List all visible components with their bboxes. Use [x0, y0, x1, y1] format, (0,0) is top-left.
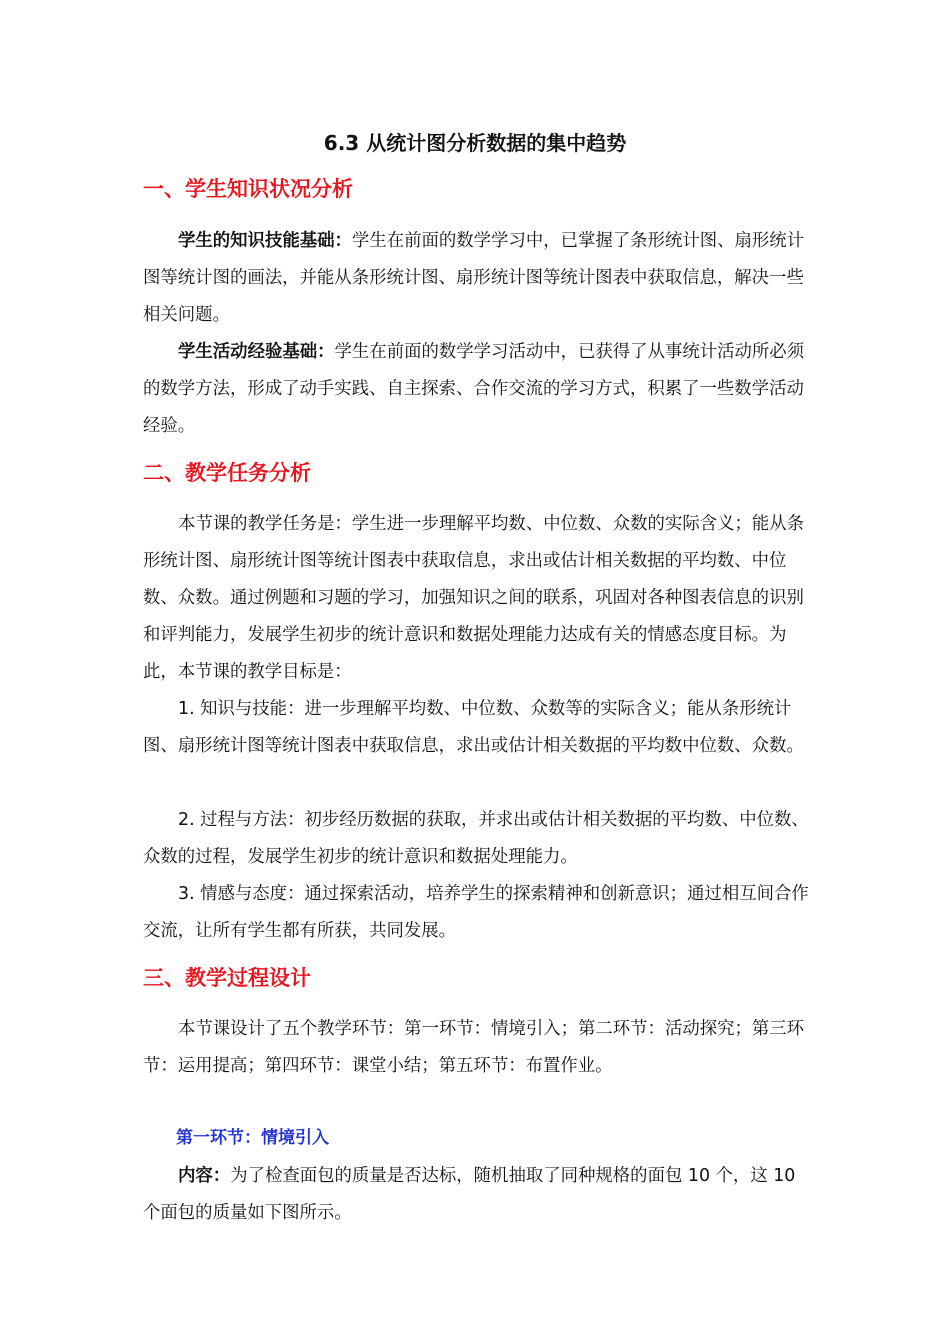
- paragraph-process-design: 本节课设计了五个教学环节：第一环节：情境引入；第二环节：活动探究；第三环节：运用提高；第四环节：课堂小结；第五环节：布置作业。: [143, 1019, 805, 1076]
- paragraph-knowledge-skills: [143, 223, 813, 334]
- paragraph-label: 学生的知识技能基础：: [178, 231, 352, 251]
- section-heading-3: 三、教学过程设计: [143, 966, 311, 990]
- paragraph-teaching-task: 本节课的教学任务是：学生进一步理解平均数、中位数、众数的实际含义；能从条形统计图、扇形统计图等统计图表中获取信息，求出或估计相关数据的平均数、中位数、众数。通过例题和习题的学习，加强知识之间的联系，巩固对各种图表信息的识别和评判能力，发展学生初步的统计意识和数据处理能力达成有关的情感态度目标。为此，本节课的教学目标是：: [143, 514, 805, 682]
- paragraph-text: 学生在前面的数学学习活动中，已获得了从事统计活动所必须的数学方法，形成了动手实践、自主探索、合作交流的学习方式，积累了一些数学活动经验。: [143, 342, 805, 436]
- paragraph-label: 内容：: [178, 1166, 231, 1186]
- paragraph-objective-3: 3. 情感与态度：通过探索活动，培养学生的探索精神和创新意识；通过相互间合作交流，让所有学生都有所获，共同发展。: [143, 884, 809, 941]
- paragraph-text: 学生在前面的数学学习中，已掌握了条形统计图、扇形统计图等统计图的画法，并能从条形统计图、扇形统计图等统计图表中获取信息，解决一些相关问题。: [143, 231, 805, 325]
- paragraph-content: [143, 1158, 813, 1232]
- paragraph-objective-2: 2. 过程与方法：初步经历数据的获取，并求出或估计相关数据的平均数、中位数、众数的过程，发展学生初步的统计意识和数据处理能力。: [143, 810, 809, 867]
- section-heading-1: 一、学生知识状况分析: [143, 177, 353, 201]
- paragraph-activity-experience: [143, 334, 813, 445]
- paragraph-label: 学生活动经验基础：: [178, 342, 335, 362]
- subsection-heading: 第一环节：情境引入: [176, 1128, 329, 1148]
- page-title: 6.3 从统计图分析数据的集中趋势: [323, 131, 627, 155]
- paragraph-text: 为了检查面包的质量是否达标，随机抽取了同种规格的面包 10 个，这 10 个面包的质量如下图所示。: [143, 1166, 796, 1223]
- section-heading-2: 二、教学任务分析: [143, 461, 311, 485]
- paragraph-objective-1: 1. 知识与技能：进一步理解平均数、中位数、众数等的实际含义；能从条形统计图、扇形统计图等统计图表中获取信息，求出或估计相关数据的平均数中位数、众数。: [143, 699, 804, 756]
